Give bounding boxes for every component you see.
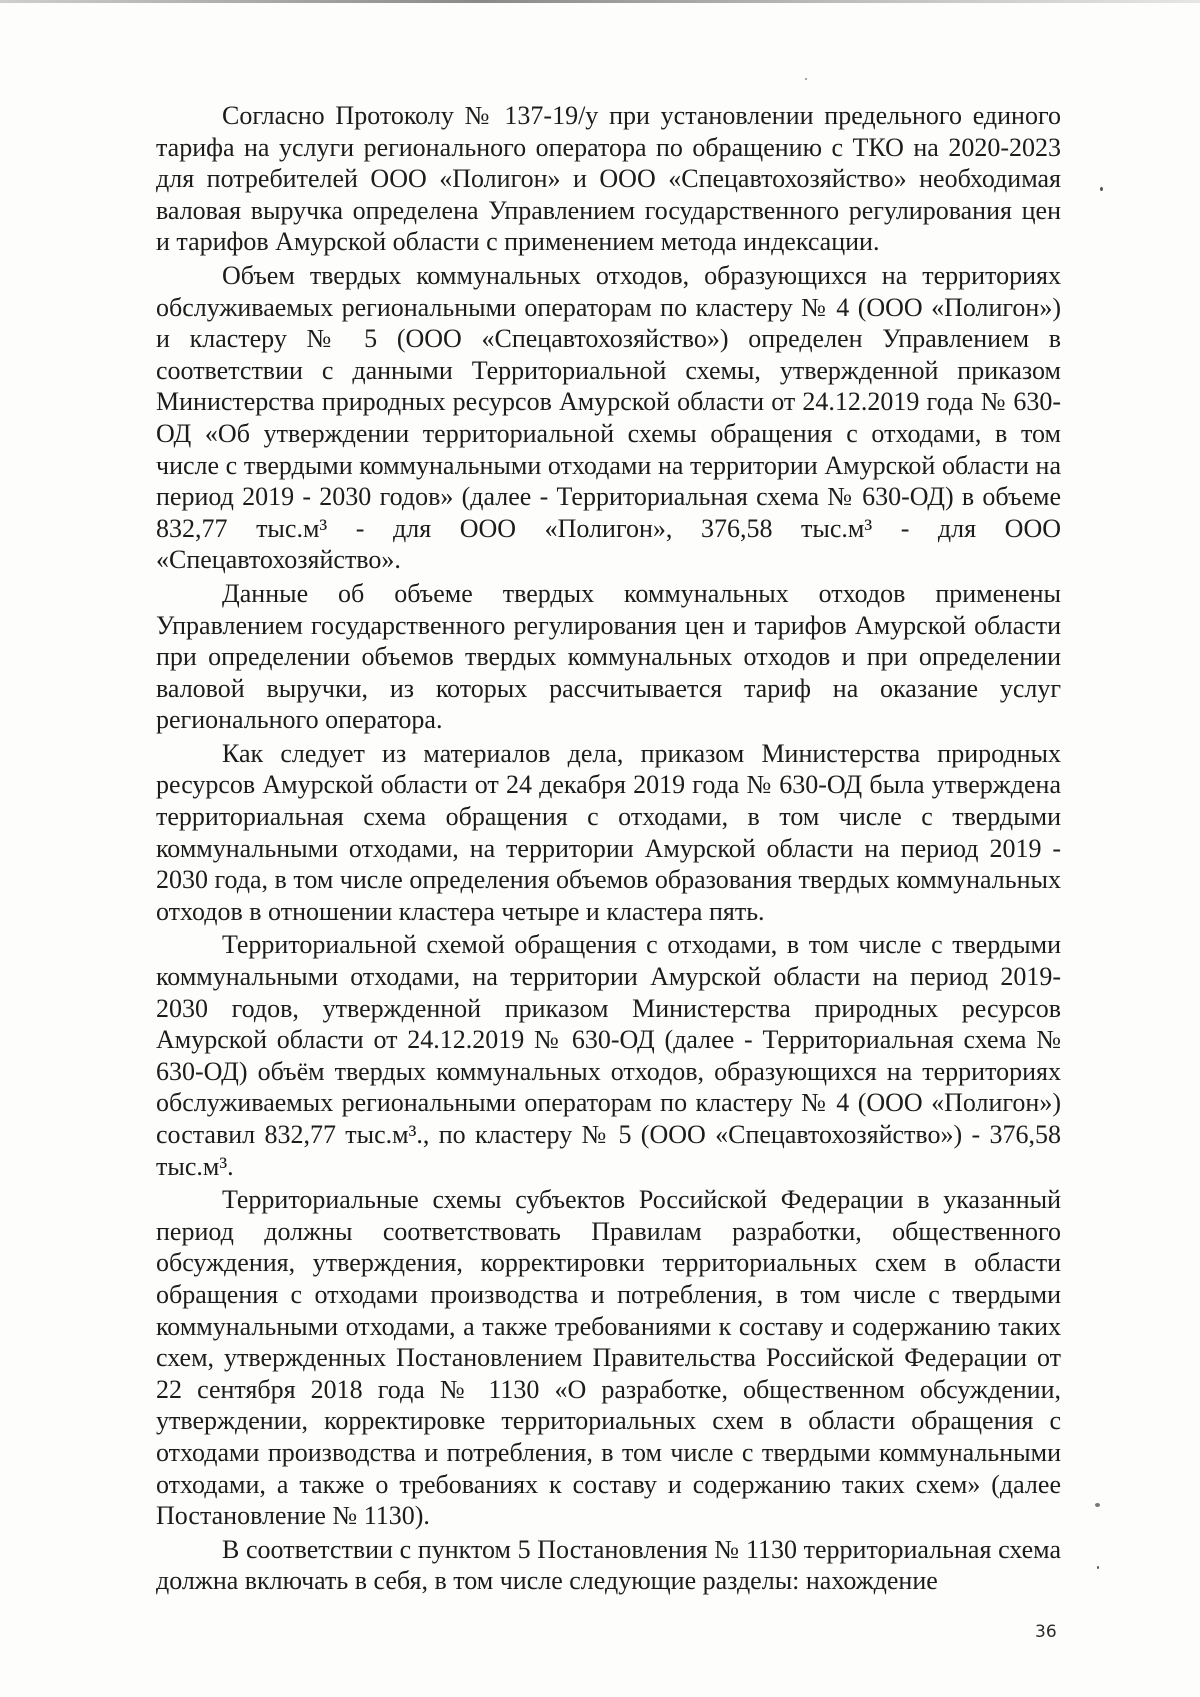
document-body xyxy=(156,100,1061,1599)
scan-speck xyxy=(1100,187,1103,191)
scan-top-edge xyxy=(0,0,1200,3)
scan-speck xyxy=(1097,1566,1099,1569)
scan-speck xyxy=(805,78,807,80)
paragraph-3: Данные об объеме твердых коммунальных отходов применены Управлением государственного регулирования цен и тарифов Амурской области при определении объемов твердых коммунальных отходов и при определении валовой выручки, из которых рассчитывается тариф на оказание услуг регионального оператора. xyxy=(156,578,1061,735)
paragraph-6: Территориальные схемы субъектов Российской Федерации в указанный период должны соответствовать Правилам разработки, общественного обсуждения, утверждения, корректировки территориальных схем в области обращения с отходами производства и потребления, в том числе с твердыми коммунальными отходами, а также требованиями к составу и содержанию таких схем, утвержденных Постановлением Правительства Российской Федерации от 22 сентября 2018 года № 1130 «О разработке, общественном обсуждении, утверждении, корректировке территориальных схем в области обращения с отходами производства и потребления, в том числе с твердыми коммунальными отходами, а также о требованиях к составу и содержанию таких схем» (далее Постановление № 1130). xyxy=(156,1185,1061,1531)
paragraph-4: Как следует из материалов дела, приказом Министерства природных ресурсов Амурской области от 24 декабря 2019 года № 630-ОД была утверждена территориальная схема обращения с отходами, в том числе с твердыми коммунальными отходами, на территории Амурской области на период 2019 - 2030 года, в том числе определения объемов образования твердых коммунальных отходов в отношении кластера четыре и кластера пять. xyxy=(156,738,1061,926)
paragraph-5: Территориальной схемой обращения с отходами, в том числе с твердыми коммунальными отходами, на территории Амурской области на период 2019-2030 годов, утвержденной приказом Министерства природных ресурсов Амурской области от 24.12.2019 № 630-ОД (далее - Территориальная схема № 630-ОД) объём твердых коммунальных отходов, образующихся на территориях обслуживаемых региональными операторам по кластеру № 4 (ООО «Полигон») составил 832,77 тыс.м³., по кластеру № 5 (ООО «Спецавтохозяйство») - 376,58 тыс.м³. xyxy=(156,930,1061,1181)
paragraph-7: В соответствии с пунктом 5 Постановления № 1130 территориальная схема должна включать в себя, в том числе следующие разделы: нахождение xyxy=(156,1534,1061,1596)
paragraph-1: Согласно Протоколу № 137-19/у при установлении предельного единого тарифа на услуги регионального оператора по обращению с ТКО на 2020-2023 для потребителей ООО «Полигон» и ООО «Спецавтохозяйство» необходимая валовая выручка определена Управлением государственного регулирования цен и тарифов Амурской области с применением метода индексации. xyxy=(156,101,1061,257)
page-number: 36 xyxy=(1035,1622,1057,1642)
scan-speck xyxy=(1095,1503,1100,1507)
paragraph-2: Объем твердых коммунальных отходов, образующихся на территориях обслуживаемых региональными операторам по кластеру № 4 (ООО «Полигон») и кластеру № 5 (ООО «Спецавтохозяйство») определен Управлением в соответствии с данными Территориальной схемы, утвержденной приказом Министерства природных ресурсов Амурской области от 24.12.2019 года № 630-ОД «Об утверждении территориальной схемы обращения с отходами, в том числе с твердыми коммунальными отходами на территории Амурской области на период 2019 - 2030 годов» (далее - Территориальная схема № 630-ОД) в объеме 832,77 тыс.м³ - для ООО «Полигон», 376,58 тыс.м³ - для ООО «Спецавтохозяйство». xyxy=(156,260,1061,575)
